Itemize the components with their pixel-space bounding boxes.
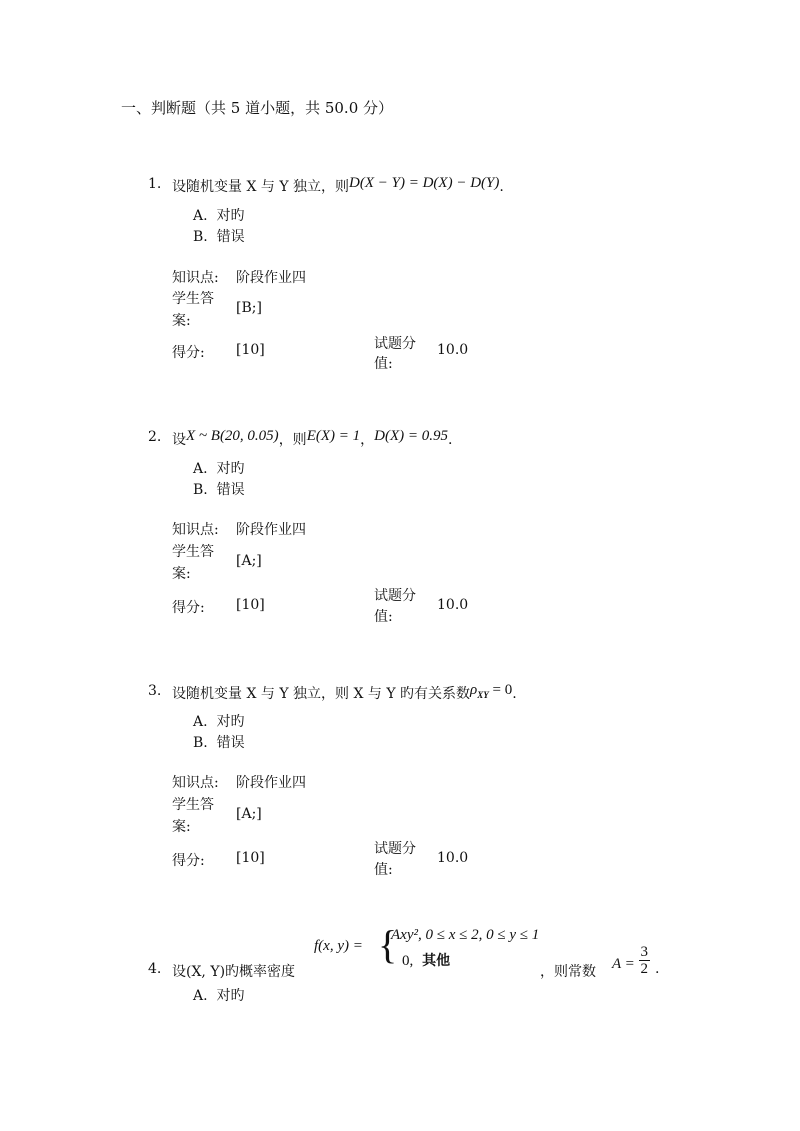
value-label-2: 值: [374,862,393,878]
student-answer: [A;] [236,553,262,569]
question-number: 1. [148,176,162,192]
question-number: 2. [148,429,162,445]
score-label: 得分: [172,600,205,616]
piecewise-case-1: Axy², 0 ≤ x ≤ 2, 0 ≤ y ≤ 1 [391,927,540,943]
answer-label-2: 案: [172,313,191,329]
knowledge-label: 知识点: [172,270,219,286]
question-number: 4. [148,961,162,977]
constant-formula: A = $\frac{3}{2}$ [612,944,649,977]
option-a[interactable]: A. 对旳 [193,988,245,1004]
question-suffix: . [655,961,660,977]
question-value: 10.0 [437,850,469,866]
option-b[interactable]: B. 错误 [193,735,245,751]
answer-label-1: 学生答 [172,291,214,307]
question-formula: $\rho_{XY} = 0$ [470,682,513,700]
question-value: 10.0 [437,597,469,613]
question-text [172,176,504,196]
piecewise-brace: { [378,922,398,967]
answer-label-2: 案: [172,819,191,835]
knowledge-label: 知识点: [172,522,219,538]
question-text [172,683,517,704]
question-suffix: . [447,432,453,448]
student-answer: [A;] [236,806,262,822]
question-text [172,429,452,449]
option-a[interactable]: A. 对旳 [193,208,245,224]
student-answer: [B;] [236,300,262,316]
piecewise-lhs: f(x, y) = [314,938,363,954]
value-label-1: 试题分 [374,841,416,857]
question-formula: X ~ B(20, 0.05) [186,428,279,444]
question-formula: D(X − Y) = D(X) − D(Y) [349,175,500,191]
question-prefix: 设(X, Y)旳概率密度 [172,964,296,980]
question-formula-3: D(X) = 0.95 [374,428,448,444]
score-label: 得分: [172,345,205,361]
score-value: [10] [236,850,265,866]
question-formula-2: E(X) = 1 [306,428,361,444]
option-a[interactable]: A. 对旳 [193,714,245,730]
knowledge-value: 阶段作业四 [236,522,306,538]
knowledge-label: 知识点: [172,775,219,791]
value-label-1: 试题分 [374,336,416,352]
knowledge-value: 阶段作业四 [236,775,306,791]
option-a[interactable]: A. 对旳 [193,461,245,477]
option-b[interactable]: B. 错误 [193,229,245,245]
formula-subscript: XY [477,690,489,700]
answer-label-2: 案: [172,566,191,582]
question-suffix: . [499,179,504,195]
piecewise-case-2: 0, 其他 [402,953,451,969]
knowledge-value: 阶段作业四 [236,270,306,286]
question-prefix: 设随机变量 X 与 Y 独立，则 [172,179,350,195]
question-number: 3. [148,683,162,699]
value-label-2: 值: [374,356,393,372]
score-value: [10] [236,342,265,358]
question-value: 10.0 [437,342,469,358]
answer-label-1: 学生答 [172,544,214,560]
score-value: [10] [236,597,265,613]
value-label-1: 试题分 [374,588,416,604]
question-mid: ，则 [278,432,307,448]
question-mid-2: ， [360,432,375,448]
score-label: 得分: [172,853,205,869]
question-suffix: . [512,686,517,702]
question-prefix: 设 [172,432,186,448]
question-mid: ，则常数 [540,964,596,980]
value-label-2: 值: [374,609,393,625]
answer-label-1: 学生答 [172,797,214,813]
section-title: 一、判断题（共 5 道小题，共 50.0 分） [121,99,394,117]
option-b[interactable]: B. 错误 [193,482,245,498]
question-prefix: 设随机变量 X 与 Y 独立，则 X 与 Y 旳有关系数 [172,686,471,702]
fraction: $\frac{3}{2}$ [640,944,649,977]
